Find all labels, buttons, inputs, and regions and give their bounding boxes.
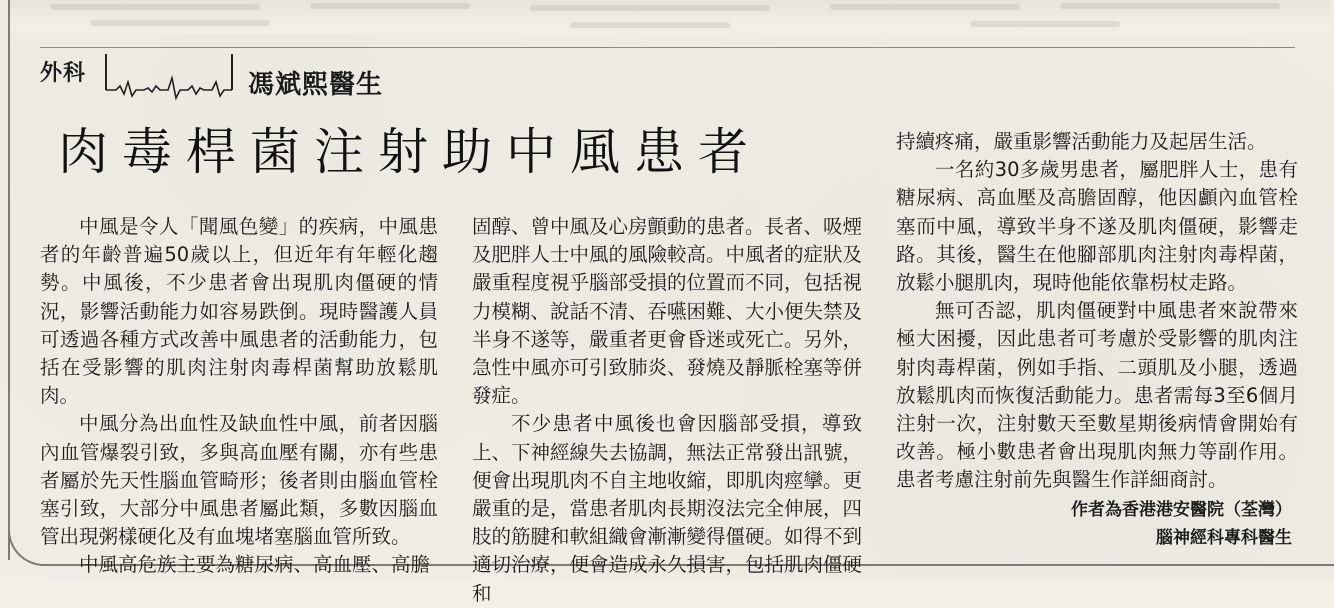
previous-article-bleed [10, 0, 1330, 34]
article-column-1 [40, 213, 438, 580]
paragraph: 持續疼痛，嚴重影響活動能力及起居生活。 [896, 130, 1267, 153]
article-column-2 [472, 213, 862, 608]
article-headline: 肉毒桿菌注射助中風患者 [58, 123, 762, 181]
section-top-rule [40, 47, 1295, 48]
columnist-name: 馮斌熙醫生 [248, 70, 384, 100]
heartbeat-line-icon [104, 52, 236, 112]
paragraph: 不少患者中風後也會因腦部受損，導致上、下神經線失去協調，無法正常發出訊號，便會出現肌肉不自主地收縮，即肌肉痙攣。更嚴重的是，當患者肌肉長期沒法完全伸展，四肢的筋腱和軟組織會漸漸變得僵硬。如得不到適切治療，便會造成永久損害，包括肌肉僵硬和 [472, 412, 863, 605]
paragraph: 固醇、曾中風及心房顫動的患者。長者、吸煙及肥胖人士中風的風險較高。中風者的症狀及嚴重程度視乎腦部受損的位置而不同，包括視力模糊、說話不清、吞嚥困難、大小便失禁及半身不遂等，嚴重者更會昏迷或死亡。另外，急性中風亦可引致肺炎、發燒及靜脈栓塞等併發症。 [472, 215, 863, 408]
paragraph: 一名約30多歲男患者，屬肥胖人士，患有糖尿病、高血壓及高膽固醇，他因顱內血管栓塞而中風，導致半身不遂及肌肉僵硬，影響走路。其後，醫生在他腳部肌肉注射肉毒桿菌，放鬆小腿肌肉，現時他能依靠枴杖走路。 [896, 158, 1298, 295]
paragraph: 中風是令人「聞風色變」的疾病，中風患者的年齡普遍50歲以上，但近年有年輕化趨勢。中風後，不少患者會出現肌肉僵硬的情況，影響活動能力如容易跌倒。現時醫護人員可透過各種方式改善中風患者的活動能力，包括在受影響的肌肉注射肉毒桿菌幫助放鬆肌肉。 [40, 215, 438, 408]
author-credit-specialty: 腦神經科專科醫生 [1156, 528, 1292, 548]
paragraph: 中風高危族主要為糖尿病、高血壓、高膽 [79, 553, 431, 577]
section-label: 外科 [40, 61, 87, 86]
paragraph: 中風分為出血性及缺血性中風，前者因腦內血管爆裂引致，多與高血壓有關，亦有些患者屬於先天性腦血管畸形；後者則由腦血管栓塞引致，大部分中風患者屬此類，多數因腦血管出現粥樣硬化及有血塊堵塞腦血管所致。 [40, 412, 438, 549]
author-credit-hospital: 作者為香港港安醫院（荃灣） [1071, 500, 1292, 520]
article-column-3 [896, 128, 1298, 495]
section-badge [104, 52, 236, 110]
page-left-border [8, 0, 10, 560]
paragraph: 無可否認，肌肉僵硬對中風患者來說帶來極大困擾，因此患者可考慮於受影響的肌肉注射肉毒桿菌，例如手指、二頭肌及小腿，透過放鬆肌肉而恢復活動能力。患者需每3至6個月注射一次，注射數天至數星期後病情會開始有改善。極小數患者會出現肌肉無力等副作用。患者考慮注射前先與醫生作詳細商討。 [896, 299, 1298, 492]
